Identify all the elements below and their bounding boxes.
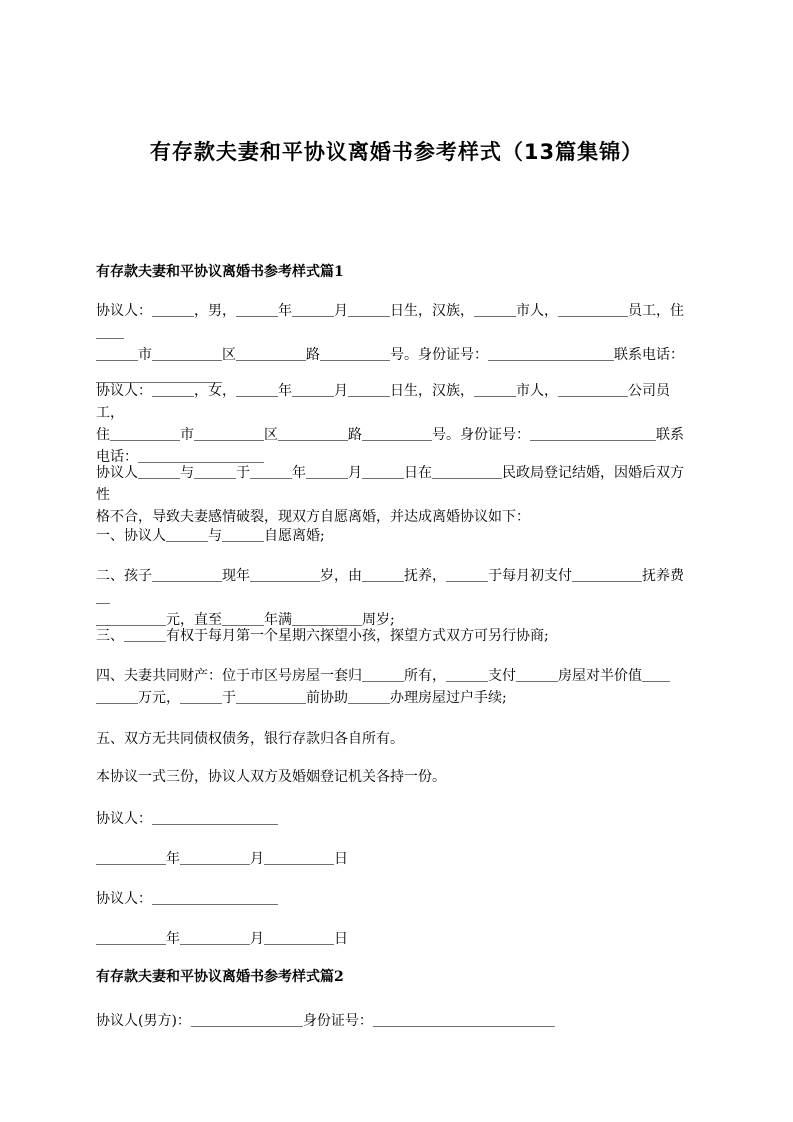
paragraph-line: 住＿＿＿＿＿市＿＿＿＿＿区＿＿＿＿＿路＿＿＿＿＿号。身份证号：＿＿＿＿＿＿＿＿＿联系: [96, 427, 684, 443]
section-heading-2: 有存款夫妻和平协议离婚书参考样式篇2: [96, 969, 344, 985]
section-heading-1: 有存款夫妻和平协议离婚书参考样式篇1: [96, 264, 344, 280]
clause-3: 三、＿＿＿有权于每月第一个星期六探望小孩，探望方式双方可另行协商;: [96, 628, 549, 644]
date-line-2: ＿＿＿＿＿年＿＿＿＿＿月＿＿＿＿＿日: [96, 931, 348, 947]
clause-5: 五、双方无共同债权债务，银行存款归各自所有。: [96, 731, 404, 747]
signature-line-2: 协议人：＿＿＿＿＿＿＿＿＿: [96, 891, 278, 907]
paragraph-party-male-2: 协议人(男方)：＿＿＿＿＿＿＿＿身份证号：＿＿＿＿＿＿＿＿＿＿＿＿＿: [96, 1013, 555, 1029]
paragraph-party-male: [96, 300, 696, 388]
paragraph-line: ＿＿＿万元，＿＿＿于＿＿＿＿＿前协助＿＿＿办理房屋过户手续;: [96, 690, 507, 706]
paragraph-line: 二、孩子＿＿＿＿＿现年＿＿＿＿＿岁，由＿＿＿抚养，＿＿＿于每月初支付＿＿＿＿＿抚养费＿: [96, 568, 684, 606]
paragraph-line: ＿＿＿＿＿元，直至＿＿＿年满＿＿＿＿＿周岁;: [96, 612, 395, 628]
paragraph-line: 格不合，导致夫妻感情破裂，现双方自愿离婚，并达成离婚协议如下：: [96, 509, 530, 525]
copies-note: 本协议一式三份，协议人双方及婚姻登记机关各持一份。: [96, 769, 446, 785]
paragraph-line: 协议人：＿＿＿，男，＿＿＿年＿＿＿月＿＿＿日生，汉族，＿＿＿市人，＿＿＿＿＿员工，住＿＿: [96, 303, 684, 341]
document-title: 有存款夫妻和平协议离婚书参考样式（13篇集锦）: [149, 140, 644, 164]
clause-1: 一、协议人＿＿＿与＿＿＿自愿离婚;: [96, 528, 325, 544]
clause-2: [96, 565, 696, 631]
paragraph-line: ＿＿＿＿＿＿＿＿＿: [96, 369, 222, 385]
paragraph-line: ＿＿＿市＿＿＿＿＿区＿＿＿＿＿路＿＿＿＿＿号。身份证号：＿＿＿＿＿＿＿＿＿联系电话：: [96, 347, 684, 363]
paragraph-line: 协议人：＿＿＿，女，＿＿＿年＿＿＿月＿＿＿日生，汉族，＿＿＿市人，＿＿＿＿＿公司员工，: [96, 383, 670, 421]
paragraph-line: 四、夫妻共同财产：位于市区号房屋一套归＿＿＿所有，＿＿＿支付＿＿＿房屋对半价值＿＿: [96, 668, 670, 684]
clause-4: [96, 665, 696, 709]
date-line-1: ＿＿＿＿＿年＿＿＿＿＿月＿＿＿＿＿日: [96, 851, 348, 867]
paragraph-line: 电话：＿＿＿＿＿＿＿＿＿: [96, 449, 264, 465]
paragraph-party-female: [96, 380, 696, 468]
signature-line-1: 协议人：＿＿＿＿＿＿＿＿＿: [96, 811, 278, 827]
paragraph-line: 协议人＿＿＿与＿＿＿于＿＿＿年＿＿＿月＿＿＿日在＿＿＿＿＿民政局登记结婚，因婚后双方性: [96, 465, 684, 503]
paragraph-marriage-info: [96, 462, 696, 528]
